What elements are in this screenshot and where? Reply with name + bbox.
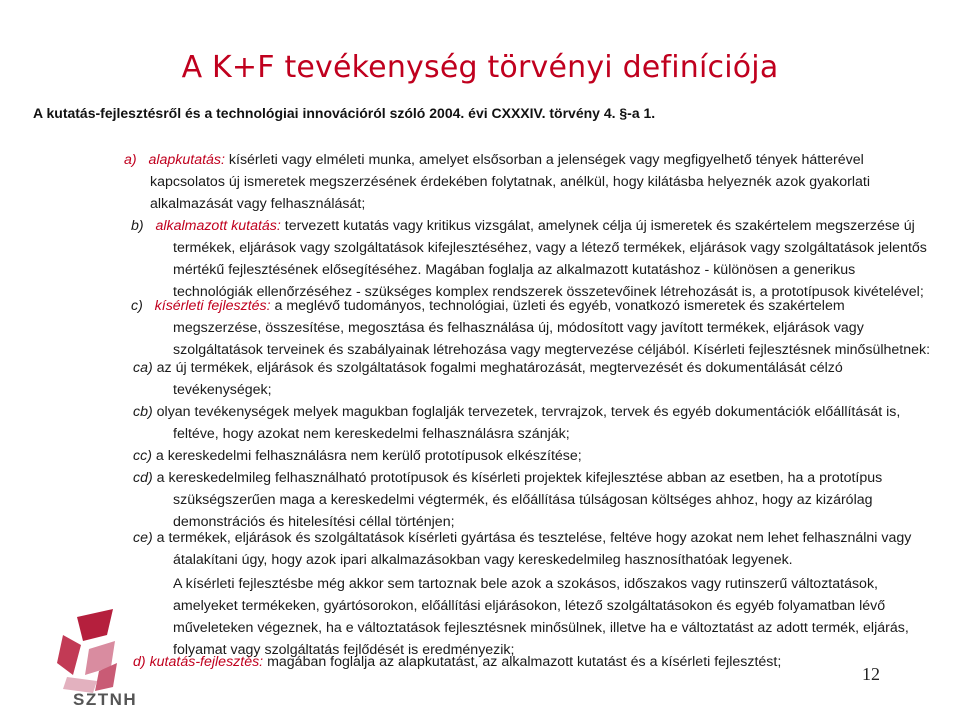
definition-cb-line: feltéve, hogy azokat nem kereskedelmi felhasználásra szánják; xyxy=(173,426,570,442)
definition-b-line: mértékű fejlesztésének elősegítéséhez. Magában foglalja az alkalmazott kutatáshoz - különösen a generikus xyxy=(173,262,856,278)
term-kiserleti-fejlesztes: kísérleti fejlesztés: xyxy=(154,298,271,314)
definition-cc xyxy=(133,445,582,467)
note-line: műveleteken végeznek, ha e változtatások fejlesztésnek minősülnek, illetve ha e változtatást az adott termék, eljárás, xyxy=(173,620,909,636)
definition-ca-line: az új termékek, eljárások és szolgáltatások fogalmi meghatározását, megtervezését és dokumentálását célzó xyxy=(152,360,843,376)
definition-cd-line: demonstrációs és hitelesítési céllal történjen; xyxy=(173,514,455,530)
marker-cb: cb) xyxy=(133,404,153,420)
term-alapkutatas: alapkutatás: xyxy=(148,152,225,168)
definition-b-line: tervezett kutatás vagy kritikus vizsgálat, amelynek célja új ismeretek és szakértelem megszerzése új xyxy=(280,218,915,234)
law-reference: A kutatás-fejlesztésről és a technológiai innovációról szóló 2004. évi CXXXIV. törvény 4. §-a 1. xyxy=(33,105,656,121)
definition-a-cont xyxy=(150,171,870,215)
definition-cb-cont xyxy=(173,423,570,445)
slide-title: A K+F tevékenység törvényi definíciója xyxy=(181,50,779,85)
definition-a xyxy=(124,149,954,171)
definition-cd-line: a kereskedelmileg felhasználható prototípusok és kísérleti projektek kifejlesztése abban az esetben, ha a prototípus xyxy=(152,470,883,486)
definition-c-cont xyxy=(173,317,930,361)
definition-a-line: kapcsolatos új ismeretek megszerzésének érdekében folytatnak, anélkül, hogy kilátásba helyeznék azok gyakorlati xyxy=(150,174,871,190)
definition-c xyxy=(131,295,845,317)
marker-ca: ca) xyxy=(133,360,153,376)
marker-cd: cd) xyxy=(133,470,153,486)
definition-ca xyxy=(133,357,843,379)
marker-cc: cc) xyxy=(133,448,152,464)
term-alkalmazott-kutatas: alkalmazott kutatás: xyxy=(155,218,281,234)
definition-ce-line: a termékek, eljárások és szolgáltatások kísérleti gyártása és tesztelése, feltéve hogy azokat nem lehet felhasználni vagy xyxy=(152,530,912,546)
definition-d xyxy=(133,651,781,673)
definition-ca-cont xyxy=(173,379,272,401)
definition-ce xyxy=(133,527,911,549)
page-number: 12 xyxy=(862,664,880,684)
definition-d-line: magában foglalja az alapkutatást, az alkalmazott kutatást és a kísérleti fejlesztést; xyxy=(263,654,782,670)
definition-b-line: termékek, eljárások vagy szolgáltatások kifejlesztéséhez, vagy a létező termékek, eljárások vagy szolgáltatások jelentős xyxy=(173,240,927,256)
note-line: amelyeket termékeken, gyártósorokon, előállítási eljárásokon, létező szolgáltatásokon és egyéb folyamatban lévő xyxy=(173,598,886,614)
marker-c: c) xyxy=(131,298,143,314)
definition-ce-line: átalakítani úgy, hogy azok ipari alkalmazásokban vagy kereskedelmileg hasznosíthatóak legyenek. xyxy=(173,552,793,568)
exclusion-note xyxy=(173,573,909,661)
note-line: A kísérleti fejlesztésbe még akkor sem tartoznak bele azok a szokásos, időszakos vagy rutinszerű változtatások, xyxy=(173,576,878,592)
marker-b: b) xyxy=(131,218,144,234)
definition-c-line: szolgáltatások terveinek és szabályainak létrehozása vagy megtervezése céljából. Kísérleti fejlesztésnek minősülhetnek: xyxy=(173,342,931,358)
definition-b xyxy=(131,215,915,237)
definition-cb-line: olyan tevékenységek melyek magukban foglalják tervezetek, tervrajzok, tervek és egyéb dokumentációk előállítását is, xyxy=(152,404,901,420)
definition-cd-line: szükségszerűen maga a kereskedelmi végtermék, és előállítása túlságosan költséges ahhoz, hogy az kizárólag xyxy=(173,492,873,508)
definition-b-line: technológiák ellenőrzéséhez - szükséges komplex rendszerek összetevőinek létrehozását is, a prototípusok kivételével; xyxy=(173,284,924,300)
definition-ca-line: tevékenységek; xyxy=(173,382,272,398)
definition-b-cont xyxy=(173,237,927,303)
marker-ce: ce) xyxy=(133,530,153,546)
definition-cb xyxy=(133,401,900,423)
marker-a: a) xyxy=(124,152,137,168)
definition-c-line: a meglévő tudományos, technológiai, üzleti és egyéb, vonatkozó ismeretek és szakértelem xyxy=(270,298,845,314)
definition-c-line: megszerzése, összesítése, megosztása és felhasználása új, módosított vagy javított termékek, eljárások vagy xyxy=(173,320,864,336)
definition-a-line: kísérleti vagy elméleti munka, amelyet elsősorban a jelenségek vagy megfigyelhető tények hátterével xyxy=(224,152,864,168)
marker-d: d) xyxy=(133,654,146,670)
definition-cd xyxy=(133,467,882,489)
definition-ce-cont xyxy=(173,549,793,571)
logo-text: SZTNH xyxy=(73,690,138,709)
definition-a-line: alkalmazását vagy felhasználását; xyxy=(150,196,366,212)
note-line: folyamat vagy szolgáltatás fejlődését is eredményezik; xyxy=(173,642,515,658)
term-kutatas-fejlesztes: kutatás-fejlesztés: xyxy=(149,654,264,670)
definition-cc-line: a kereskedelmi felhasználásra nem kerülő prototípusok elkészítése; xyxy=(151,448,582,464)
